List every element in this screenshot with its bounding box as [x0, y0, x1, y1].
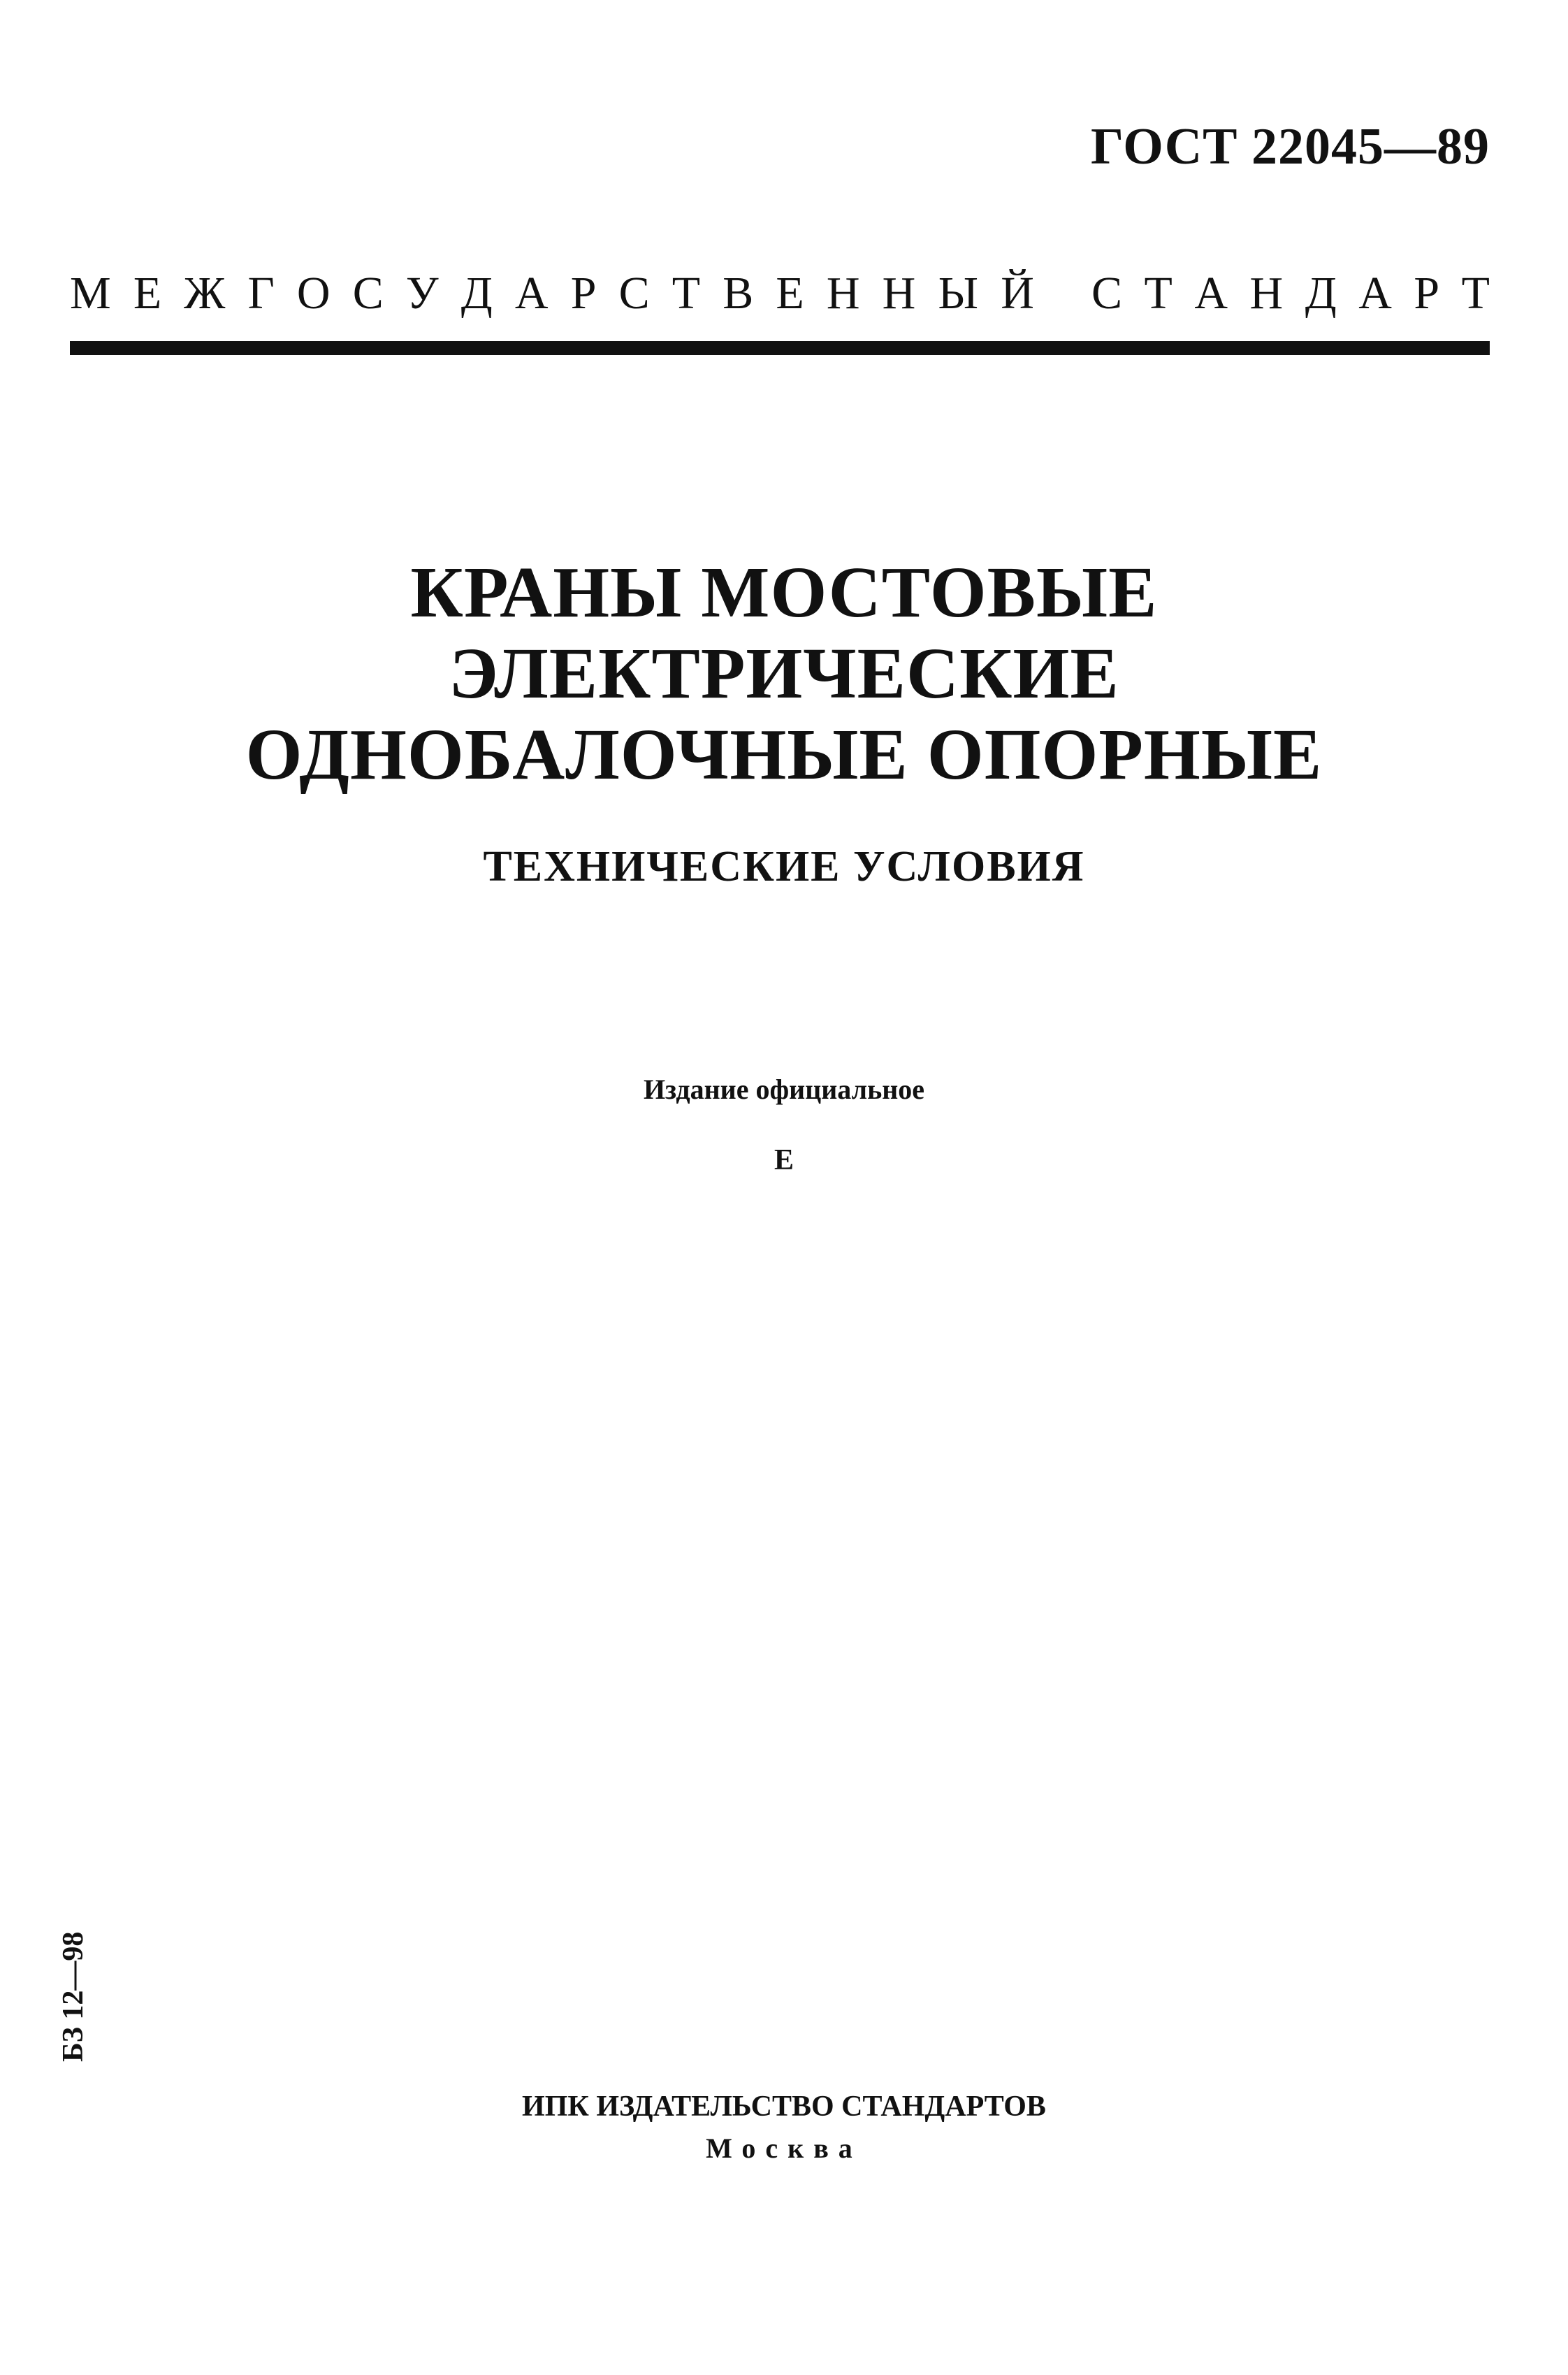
title-line-1: КРАНЫ МОСТОВЫЕ — [410, 552, 1158, 633]
heading-letter: В — [723, 268, 754, 319]
heading-letter: М — [70, 268, 111, 319]
heading-letter: О — [296, 268, 331, 319]
heading-letter: Е — [776, 268, 804, 319]
heading-letter: Й — [1001, 268, 1034, 319]
heading-letter: А — [1194, 268, 1228, 319]
heading-letter: Р — [570, 268, 597, 319]
heading-letter: Д — [460, 268, 493, 319]
heading-letter: Н — [826, 268, 860, 319]
title-line-2: ЭЛЕКТРИЧЕСКИЕ — [449, 633, 1119, 714]
heading-letter: Г — [247, 268, 275, 319]
publisher-name: ИПК ИЗДАТЕЛЬСТВО СТАНДАРТОВ — [522, 2091, 1046, 2123]
heading-letter: С — [352, 268, 384, 319]
heading-letter: У — [405, 268, 439, 319]
document-subtitle: ТЕХНИЧЕСКИЕ УСЛОВИЯ — [483, 843, 1085, 890]
side-code: БЗ 12—98 — [57, 1931, 89, 2062]
heading-letter: Т — [1461, 268, 1490, 319]
header-rule — [70, 341, 1490, 355]
title-line-3: ОДНОБАЛОЧНЫЕ ОПОРНЫЕ — [245, 714, 1323, 795]
publisher-city: Москва — [706, 2132, 862, 2164]
heading-letter: Е — [133, 268, 162, 319]
heading-letter: Ж — [184, 268, 226, 319]
heading-letter: Т — [672, 268, 701, 319]
heading-letter: А — [514, 268, 549, 319]
standard-type-word-standard — [1091, 267, 1490, 320]
heading-letter: С — [1091, 268, 1123, 319]
heading-letter: Д — [1305, 268, 1337, 319]
standard-type-heading — [70, 262, 1490, 325]
edition-mark: Е — [774, 1144, 794, 1176]
document-number: ГОСТ 22045—89 — [1091, 118, 1490, 175]
heading-letter: Т — [1144, 268, 1173, 319]
heading-letter: Р — [1414, 268, 1440, 319]
standard-type-word-interstate — [70, 267, 1034, 320]
heading-letter: Н — [882, 268, 916, 319]
heading-letter: Ы — [938, 268, 979, 319]
heading-letter: А — [1358, 268, 1392, 319]
heading-letter: С — [618, 268, 650, 319]
edition-label: Издание официальное — [643, 1074, 925, 1105]
document-title — [0, 552, 1568, 795]
heading-letter: Н — [1249, 268, 1284, 319]
